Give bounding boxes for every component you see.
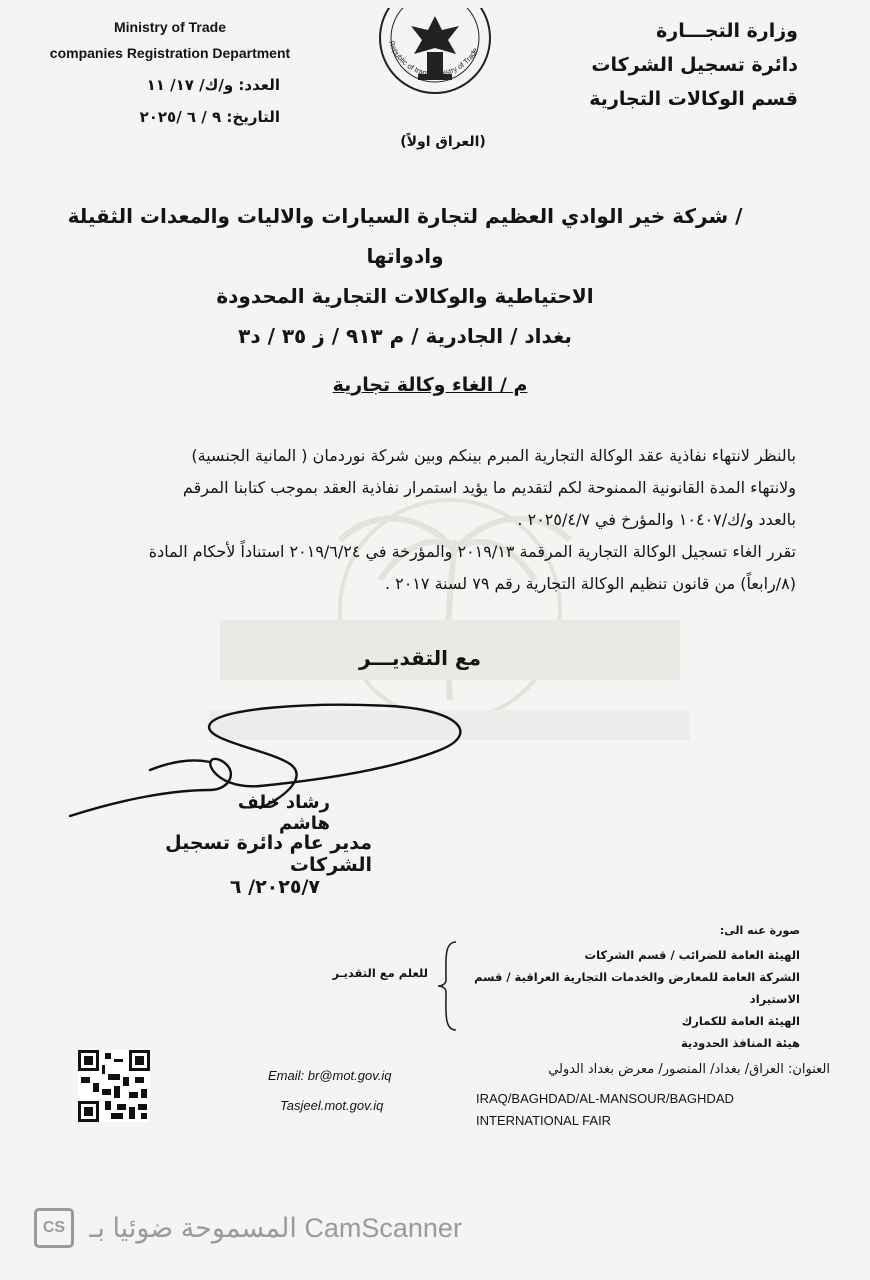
cc-item: هيئة المنافذ الحدودية xyxy=(680,1036,800,1050)
closing: مع التقديـــر xyxy=(359,646,481,670)
header-en xyxy=(20,14,320,66)
body-paragraph-1-line-2: ولانتهاء المدة القانونية الممنوحة لكم لتقديم ما يؤيد استمرار نفاذية العقد بموجب كتابنا المرقم xyxy=(182,478,796,497)
signatory-title: مدير عام دائرة تسجيل الشركات xyxy=(165,832,372,876)
addressee-line-3: بغداد / الجادرية / م ٩١٣ / ز ٣٥ / د٣ xyxy=(238,324,572,348)
ministry-ar: وزارة التجـــارة xyxy=(656,20,798,42)
footer-address-ar: العنوان: العراق/ بغداد/ المنصور/ معرض بغداد الدولي xyxy=(548,1062,830,1077)
footer-website: Tasjeel.mot.gov.iq xyxy=(280,1098,384,1113)
directorate-ar: دائرة تسجيل الشركات xyxy=(591,54,798,76)
scanner-watermark-text: المسموحة ضوئيا بـ CamScanner xyxy=(89,1212,462,1243)
addressee-block xyxy=(60,196,750,356)
department-en: companies Registration Department xyxy=(49,45,291,61)
addressee-line-2: الاحتياطية والوكالات التجارية المحدودة xyxy=(216,284,594,308)
cc-item: الهيئة العامة للكمارك xyxy=(681,1014,800,1028)
body-paragraph-1-line-3: بالعدد و/ك/١٠٤٠٧ والمؤرخ في ٢٠٢٥/٤/٧ . xyxy=(517,510,796,529)
footer-email: Email: br@mot.gov.iq xyxy=(268,1068,392,1083)
letter-body xyxy=(80,440,796,600)
signatory-name: رشاد خلف هاشم xyxy=(237,792,330,834)
body-paragraph-2-line-1: تقرر الغاء تسجيل الوكالة التجارية المرقمة ٢٠١٩/١٣ والمؤرخة في ٢٠١٩/٦/٢٤ استناداً لأحكام المادة xyxy=(148,542,796,561)
footer-address-en: IRAQ/BAGHDAD/AL-MANSOUR/BAGHDAD INTERNATIONAL FAIR xyxy=(476,1091,734,1128)
cc-brace xyxy=(434,940,460,1032)
ministry-en: Ministry of Trade xyxy=(113,19,227,35)
cc-note: للعلم مع التقديـر xyxy=(332,966,428,980)
body-paragraph-1-line-1: بالنظر لانتهاء نفاذية عقد الوكالة التجارية المبرم بينكم وبين شركة نوردمان ( المانية الجنسية) xyxy=(191,446,796,465)
iraq-emblem-seal xyxy=(374,8,496,100)
qr-code xyxy=(78,1050,150,1122)
cc-item: الشركة العامة للمعارض والخدمات التجارية العراقية / قسم الاستيراد xyxy=(474,970,800,1006)
subject: م / الغاء وكالة تجارية xyxy=(332,374,528,396)
cc-title: صورة عنه الى: xyxy=(719,924,800,937)
addressee-line-1: / شركة خير الوادي العظيم لتجارة السيارات والاليات والمعدات الثقيلة وادواتها xyxy=(67,204,743,268)
letter-date: التاريخ: ٩ / ٦ /٢٠٢٥ xyxy=(139,108,280,126)
cc-item: الهيئة العامة للضرائب / قسم الشركات xyxy=(584,948,800,962)
body-paragraph-2-line-2: (٨/رابعاً) من قانون تنظيم الوكالة التجارية رقم ٧٩ لسنة ٢٠١٧ . xyxy=(384,574,796,593)
cc-list xyxy=(440,944,800,1054)
slogan: (العراق اولاً) xyxy=(400,134,486,150)
reference-number: العدد: و/ك/ ١٧/ ١١ xyxy=(146,76,280,94)
signatory-date: ٢٠٢٥/٧/ ٦ xyxy=(229,876,320,898)
section-ar: قسم الوكالات التجارية xyxy=(589,88,798,110)
header-ar xyxy=(538,14,798,116)
scanner-watermark xyxy=(34,1208,462,1248)
camscanner-logo: CS xyxy=(34,1208,74,1248)
emblem-text: Republic of Iraq - Ministry of Trade xyxy=(387,39,480,79)
